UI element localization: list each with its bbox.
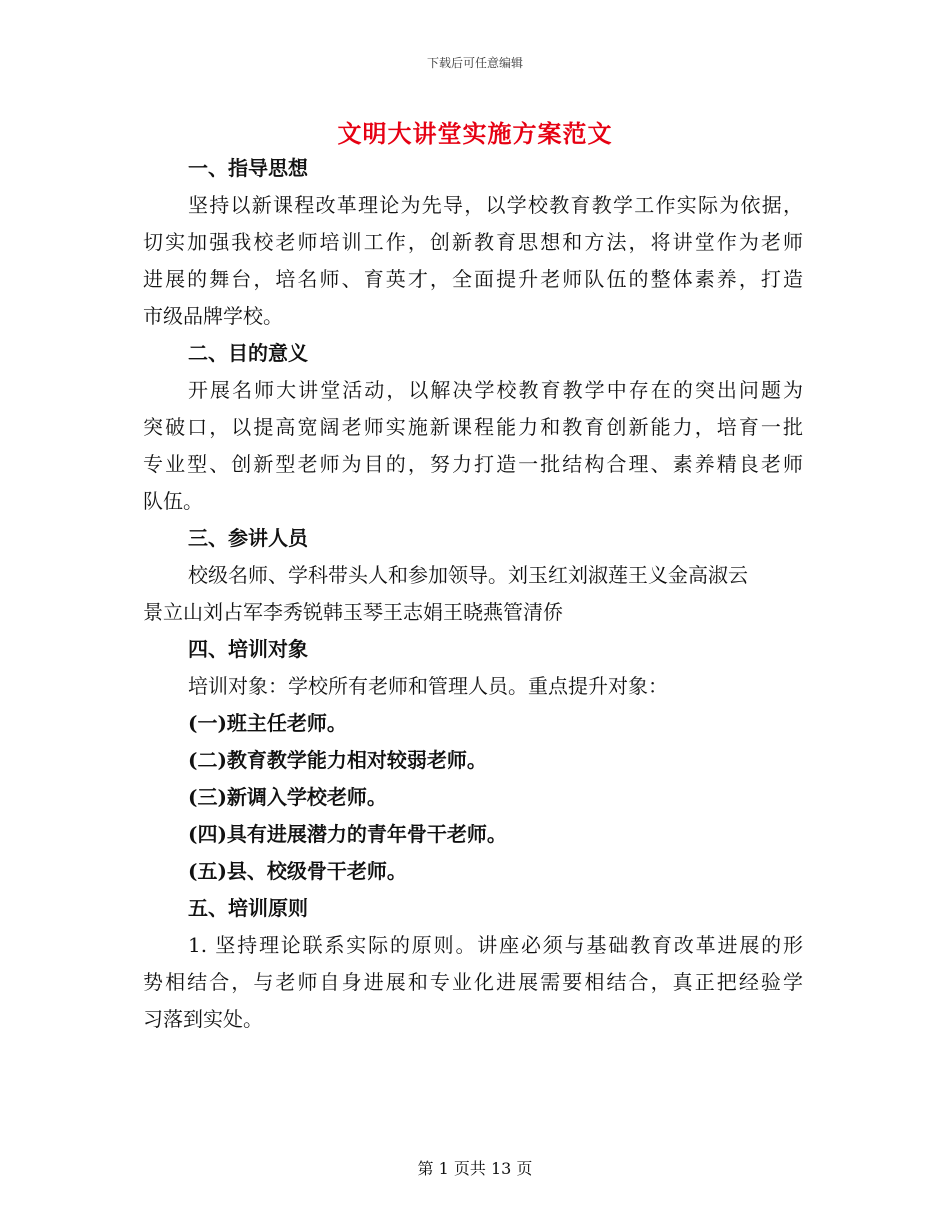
paragraph-line: 培训对象：学校所有老师和管理人员。重点提升对象： — [188, 674, 668, 698]
list-item: (四)具有进展潜力的青年骨干老师。 — [188, 822, 507, 846]
paragraph-line: 坚持以新课程改革理论为先导，以学校教育教学工作实际为依据， — [188, 193, 803, 217]
header-note: 下载后可任意编辑 — [426, 56, 523, 70]
section-heading-1: 一、指导思想 — [188, 156, 308, 180]
page-footer: 第 1 页共 13 页 — [417, 1159, 533, 1178]
list-item: (五)县、校级骨干老师。 — [188, 859, 407, 883]
section-heading-2: 二、目的意义 — [188, 341, 308, 365]
section-heading-4: 四、培训对象 — [188, 637, 308, 661]
paragraph-line: 势相结合，与老师自身进展和专业化进展需要相结合，真正把经验学 — [143, 970, 803, 994]
document-body — [143, 150, 803, 1038]
section-heading-5: 五、培训原则 — [188, 896, 308, 920]
paragraph-line: 进展的舞台，培名师、育英才，全面提升老师队伍的整体素养，打造 — [143, 267, 803, 291]
paragraph-line: 1. 坚持理论联系实际的原则。讲座必须与基础教育改革进展的形 — [188, 933, 803, 957]
paragraph-line: 专业型、创新型老师为目的，努力打造一批结构合理、素养精良老师 — [143, 452, 803, 476]
paragraph-line: 习落到实处。 — [143, 1007, 263, 1031]
document-title: 文明大讲堂实施方案范文 — [337, 119, 613, 148]
list-item: (二)教育教学能力相对较弱老师。 — [188, 748, 487, 772]
paragraph-line: 市级品牌学校。 — [143, 304, 283, 328]
list-item: (三)新调入学校老师。 — [188, 785, 387, 809]
section-heading-3: 三、参讲人员 — [188, 526, 308, 550]
paragraph-line: 突破口，以提高宽阔老师实施新课程能力和教育创新能力，培育一批 — [143, 415, 803, 439]
list-item: (一)班主任老师。 — [188, 711, 347, 735]
paragraph-line: 切实加强我校老师培训工作，创新教育思想和方法，将讲堂作为老师 — [143, 230, 803, 254]
paragraph-line: 景立山刘占军李秀锐韩玉琴王志娟王晓燕管清侨 — [143, 600, 563, 624]
paragraph-line: 校级名师、学科带头人和参加领导。刘玉红刘淑莲王义金高淑云 — [188, 563, 748, 587]
paragraph-line: 队伍。 — [143, 489, 203, 513]
paragraph-line: 开展名师大讲堂活动，以解决学校教育教学中存在的突出问题为 — [188, 378, 803, 402]
